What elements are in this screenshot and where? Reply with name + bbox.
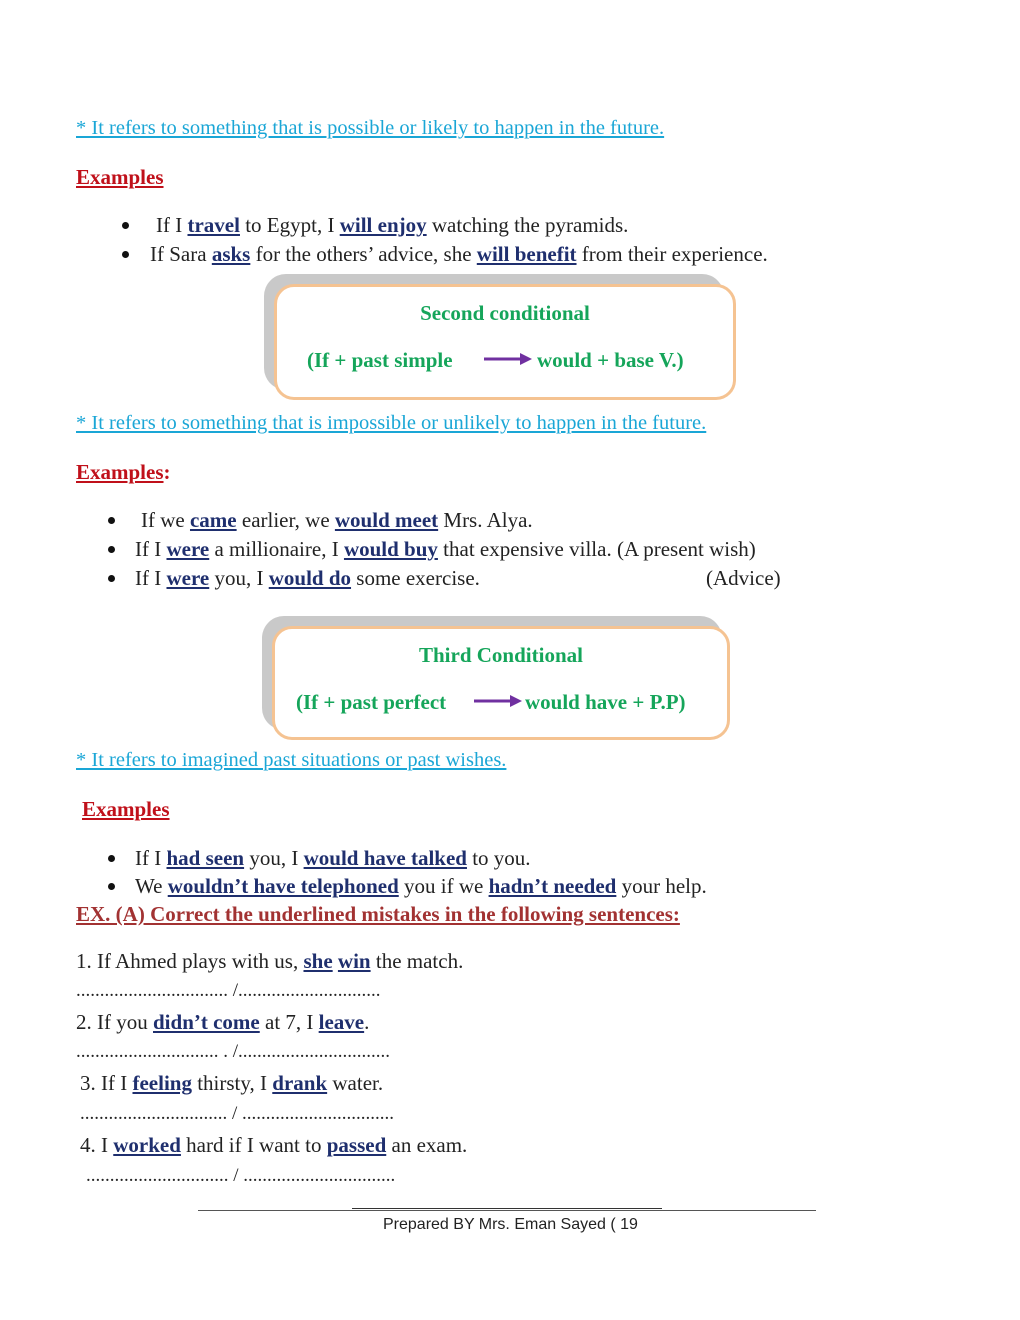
bullet-icon	[108, 575, 115, 582]
answer-blank[interactable]: .............................. / ................................	[86, 1165, 396, 1186]
example-keyword: came	[189, 508, 237, 532]
example-text: to you.	[466, 846, 531, 870]
bullet-icon	[108, 855, 115, 862]
exercise-item-1	[76, 949, 463, 974]
exercise-text: 4. I	[80, 1133, 114, 1157]
second-example-1	[141, 508, 533, 533]
bullet-icon	[108, 546, 115, 553]
first-examples-heading: Examples	[76, 165, 164, 189]
example-text: you if we	[398, 874, 489, 898]
example-text: earlier, we	[236, 508, 335, 532]
example-keyword: hadn’t needed	[488, 874, 617, 898]
second-formula-right: would + base V.)	[537, 348, 684, 372]
second-refers-text: * It refers to something that is impossible or unlikely to happen in the future.	[76, 412, 707, 434]
third-formula-right: would have + P.P)	[525, 690, 686, 714]
example-text: If I	[135, 846, 167, 870]
bullet-icon	[108, 517, 115, 524]
first-refers-text: * It refers to something that is possible or likely to happen in the future.	[76, 117, 665, 139]
third-refers-text: * It refers to imagined past situations or past wishes.	[76, 749, 507, 771]
exercise-mistake: win	[337, 949, 371, 973]
answer-blank[interactable]: ............................... / ................................	[80, 1103, 395, 1124]
exercise-item-2	[76, 1010, 369, 1035]
example-text: watching the pyramids.	[426, 213, 629, 237]
second-example-2	[135, 537, 756, 562]
example-keyword: will enjoy	[339, 213, 427, 237]
bullet-icon	[108, 883, 115, 890]
exercise-text: an exam.	[386, 1133, 468, 1157]
examples-label: Examples	[76, 460, 164, 484]
second-examples-heading	[76, 460, 171, 485]
second-example-3	[135, 566, 480, 591]
exercise-item-3	[80, 1071, 383, 1096]
exercise-mistake: drank	[272, 1071, 328, 1095]
example-keyword: will benefit	[476, 242, 577, 266]
advice-note: (Advice)	[706, 566, 781, 590]
first-example-1	[156, 213, 628, 238]
answer-blank[interactable]: .............................. . /................................	[76, 1041, 391, 1062]
example-text: to Egypt, I	[239, 213, 340, 237]
example-text: If I	[156, 213, 188, 237]
exercise-item-4	[80, 1133, 467, 1158]
second-formula-left: (If + past simple	[307, 348, 453, 372]
example-keyword: asks	[211, 242, 251, 266]
second-conditional-title: Second conditional	[420, 301, 590, 325]
example-text: from their experience.	[576, 242, 768, 266]
example-keyword: would have talked	[303, 846, 467, 870]
example-text: If I	[135, 566, 167, 590]
arrow-right-icon	[484, 351, 532, 367]
third-example-1	[135, 846, 531, 871]
exercise-text: .	[364, 1010, 370, 1034]
bullet-icon	[122, 222, 129, 229]
example-text: that expensive villa. (A present wish)	[437, 537, 756, 561]
exercise-text: the match.	[370, 949, 464, 973]
arrow-right-icon	[474, 693, 522, 709]
example-text: your help.	[616, 874, 707, 898]
exercise-mistake: she	[303, 949, 333, 973]
example-text: you, I	[244, 846, 304, 870]
third-examples-heading: Examples	[82, 797, 170, 821]
example-keyword: would meet	[334, 508, 439, 532]
footer-divider	[198, 1210, 816, 1211]
exercise-text: hard if I want to	[180, 1133, 327, 1157]
exercise-mistake: worked	[113, 1133, 181, 1157]
example-text: for the others’ advice, she	[250, 242, 477, 266]
third-conditional-box	[272, 626, 730, 740]
third-conditional-title: Third Conditional	[419, 643, 583, 667]
answer-blank[interactable]: ................................ /..............................	[76, 980, 381, 1001]
exercise-text: thirsty, I	[191, 1071, 273, 1095]
example-text: If Sara	[150, 242, 212, 266]
third-example-2	[135, 874, 707, 899]
example-text: If I	[135, 537, 167, 561]
example-text: Mrs. Alya.	[438, 508, 533, 532]
footer-divider-accent	[352, 1208, 662, 1209]
example-keyword: were	[166, 537, 210, 561]
examples-colon: :	[163, 460, 171, 484]
example-text: We	[135, 874, 168, 898]
footer-text: Prepared BY Mrs. Eman Sayed ( 19	[383, 1216, 638, 1233]
example-keyword: travel	[187, 213, 240, 237]
exercise-text: 2. If you	[76, 1010, 153, 1034]
exercise-heading: EX. (A) Correct the underlined mistakes in the following sentences:	[76, 902, 680, 926]
example-text: you, I	[209, 566, 269, 590]
exercise-text: 1. If Ahmed plays with us,	[76, 949, 304, 973]
exercise-mistake: leave	[318, 1010, 365, 1034]
example-text: a millionaire, I	[209, 537, 344, 561]
exercise-mistake: didn’t come	[153, 1010, 260, 1034]
first-example-2	[150, 242, 768, 267]
second-conditional-box	[274, 284, 736, 400]
third-formula-left: (If + past perfect	[296, 690, 447, 714]
example-text: If we	[141, 508, 190, 532]
example-keyword: had seen	[166, 846, 245, 870]
bullet-icon	[122, 251, 129, 258]
example-keyword: wouldn’t have telephoned	[167, 874, 399, 898]
exercise-mistake: passed	[326, 1133, 387, 1157]
exercise-text: water.	[327, 1071, 384, 1095]
exercise-text: at 7, I	[259, 1010, 319, 1034]
example-keyword: would do	[268, 566, 352, 590]
example-text: some exercise.	[351, 566, 480, 590]
example-keyword: were	[166, 566, 210, 590]
example-keyword: would buy	[343, 537, 438, 561]
exercise-mistake: feeling	[132, 1071, 192, 1095]
exercise-text: 3. If I	[80, 1071, 133, 1095]
